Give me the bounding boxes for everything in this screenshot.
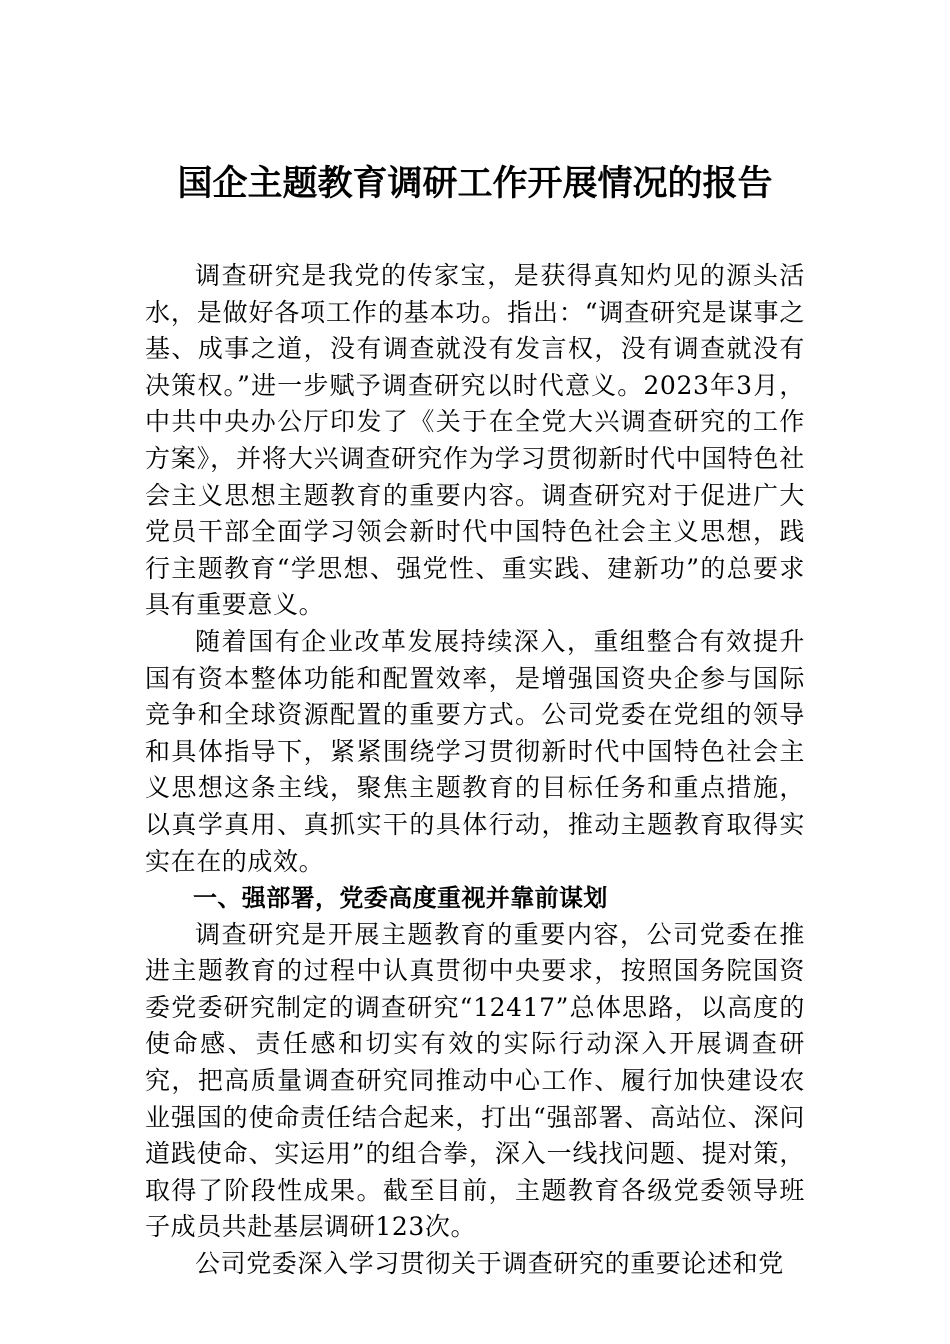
document-title: 国企主题教育调研工作开展情况的报告 — [177, 163, 773, 204]
body-paragraph: 公司党委深入学习贯彻关于调查研究的重要论述和党 — [195, 1249, 784, 1279]
body-paragraph: 随着国有企业改革发展持续深入，重组整合有效提升国有资本整体功能和配置效率，是增强国资央企参与国际竞争和全球资源配置的重要方式。公司党委在党组的领导和具体指导下，紧紧围绕学习贯彻新时代中国特色社会主义思想这条主线，聚焦主题教育的目标任务和重点措施，以真学真用、真抓实干的具体行动，推动主题教育取得实实在在的成效。 — [145, 626, 805, 876]
body-paragraph: 调查研究是我党的传家宝，是获得真知灼见的源头活水，是做好各项工作的基本功。指出：“调查研究是谋事之基、成事之道，没有调查就没有发言权，没有调查就没有决策权。”进一步赋予调查研究以时代意义。2023年3月，中共中央办公厅印发了《关于在全党大兴调查研究的工作方案》，并将大兴调查研究作为学习贯彻新时代中国特色社会主义思想主题教育的重要内容。调查研究对于促进广大党员干部全面学习领会新时代中国特色社会主义思想，践行主题教育“学思想、强党性、重实践、建新功”的总要求具有重要意义。 — [145, 261, 805, 620]
document-body — [145, 258, 805, 1283]
section-heading: 一、强部署，党委高度重视并靠前谋划 — [193, 884, 608, 913]
body-paragraph: 调查研究是开展主题教育的重要内容，公司党委在推进主题教育的过程中认真贯彻中央要求，按照国务院国资委党委研究制定的调查研究“12417”总体思路，以高度的使命感、责任感和切实有效的实际行动深入开展调查研究，把高质量调查研究同推动中心工作、履行加快建设农业强国的使命责任结合起来，打出“强部署、高站位、深问道践使命、实运用”的组合拳，深入一线找问题、提对策，取得了阶段性成果。截至目前，主题教育各级党委领导班子成员共赴基层调研123次。 — [145, 919, 805, 1242]
